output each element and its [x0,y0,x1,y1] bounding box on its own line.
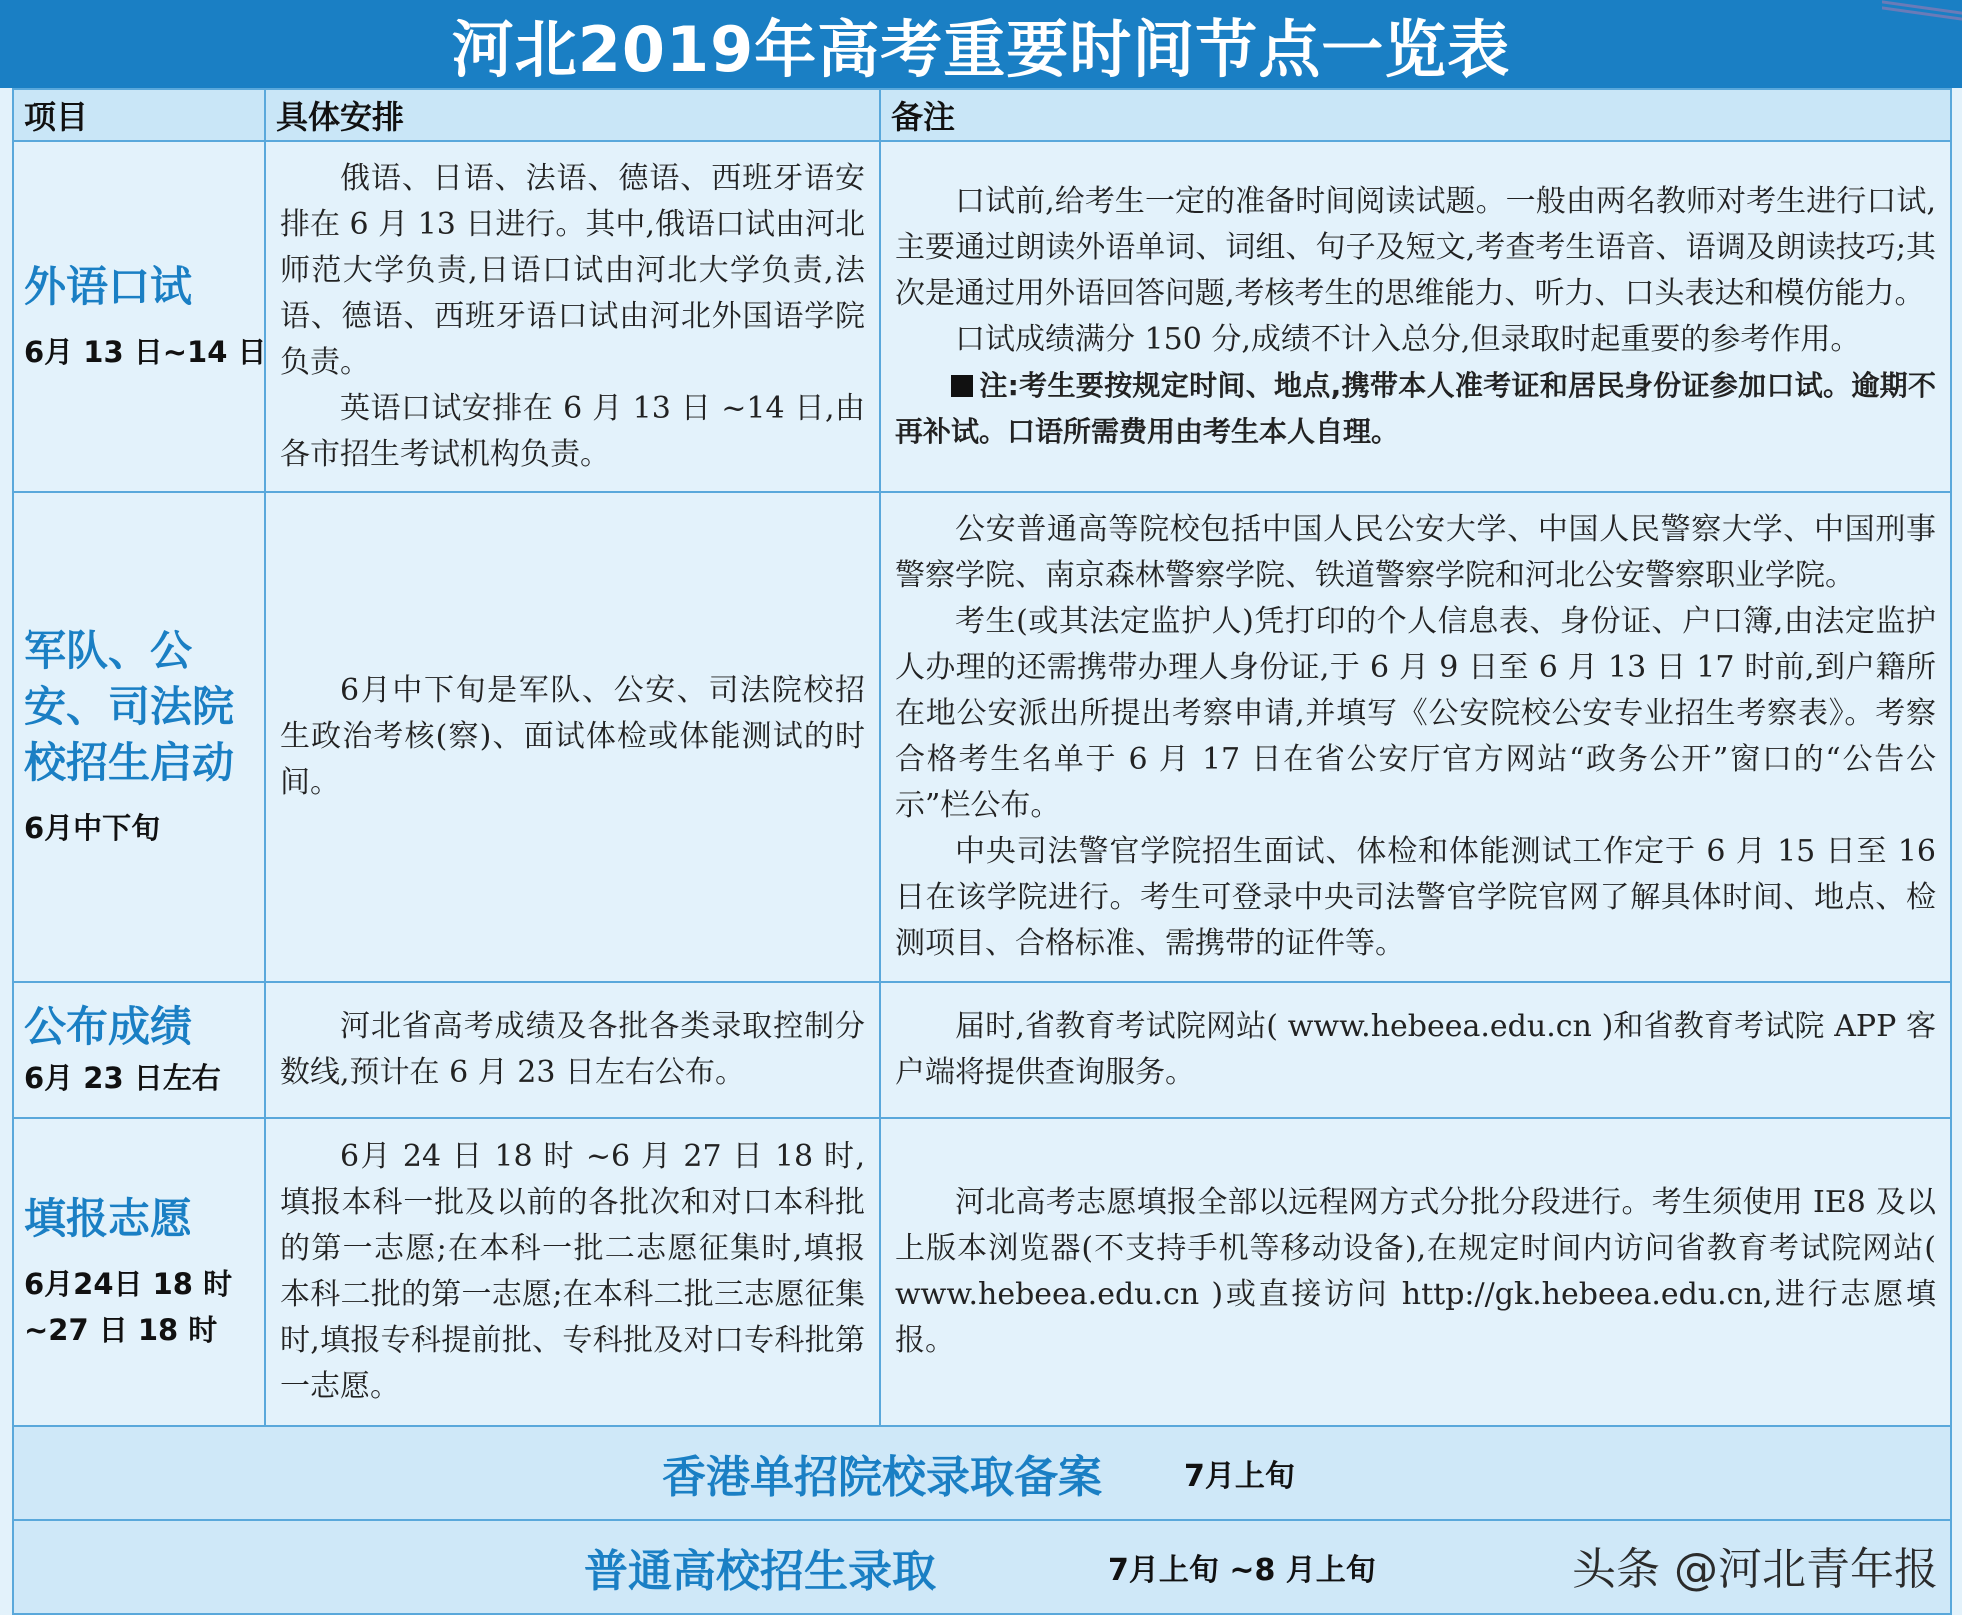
bottom-time: 7月上旬 [1184,1459,1295,1494]
table-header-row [13,89,1951,141]
schedule-text: 6月中下旬是军队、公安、司法院校招生政治考核(察)、面试体检或体能测试的时间。 [280,673,865,800]
schedule-text: 河北省高考成绩及各批各类录取控制分数线,预计在 6 月 23 日左右公布。 [280,1009,865,1090]
schedule-text: 6月 24 日 18 时 ~6 月 27 日 18 时,填报本科一批及以前的各批次和对口本科批的第一志愿;在本科一批二志愿征集时,填报本科二批的第一志愿;在本科二批三志愿征集时,填报专科提前批、专科批及对口专科批第一志愿。 [280,1139,865,1404]
header-item: 项目 [13,89,265,141]
bottom-title: 普通高校招生录取 [584,1546,936,1597]
item-cell [13,982,265,1118]
item-date: ~27 日 18 时 [24,1313,218,1347]
note-text [895,363,1936,455]
table-row-oral-exam [13,141,1951,492]
bottom-cell [13,1426,1951,1520]
page-title: 河北2019年高考重要时间节点一览表 [451,12,1511,86]
item-date: 6月 23 日左右 [24,1061,221,1095]
bottom-row-hongkong [13,1426,1951,1520]
item-name: 填报志愿 [24,1194,193,1243]
remarks-cell [880,141,1951,492]
item-name: 军队、公安、司法院校招生启动 [24,626,235,787]
item-cell [13,492,265,982]
title-bar [0,0,1962,88]
remarks-text: 届时,省教育考试院网站( www.hebeea.edu.cn )和省教育考试院 APP 客户端将提供查询服务。 [895,1009,1936,1090]
remarks-cell [880,1118,1951,1426]
note-content: 注:考生要按规定时间、地点,携带本人准考证和居民身份证参加口试。逾期不再补试。口语所需费用由考生本人自理。 [895,368,1936,448]
schedule-cell [265,1118,880,1426]
schedule-table [12,88,1952,1615]
header-schedule: 具体安排 [265,89,880,141]
remarks-text: 考生(或其法定监护人)凭打印的个人信息表、身份证、户口簿,由法定监护人办理的还需携带办理人身份证,于 6 月 9 日至 6 月 13 日 17 时前,到户籍所在地公安派出所提出考察申请,并填写《公安院校公安专业招生考察表》。考察合格考生名单于 6 月 17 日在省公安厅官方网站“政务公开”窗口的“公告公示”栏公布。 [895,604,1936,823]
remarks-text: 口试成绩满分 150 分,成绩不计入总分,但录取时起重要的参考作用。 [955,321,1861,357]
remarks-cell [880,982,1951,1118]
item-date: 6月24日 18 时 [24,1267,233,1301]
schedule-cell [265,492,880,982]
remarks-text: 中央司法警官学院招生面试、体检和体能测试工作定于 6 月 15 日至 16 日在该学院进行。考生可登录中央司法警官学院官网了解具体时间、地点、检测项目、合格标准、需携带的证件等。 [895,834,1936,961]
table-row-application [13,1118,1951,1426]
item-date: 6月中下旬 [24,811,161,845]
item-name: 公布成绩 [24,1002,193,1051]
square-bullet-icon [951,375,973,397]
remarks-text: 公安普通高等院校包括中国人民公安大学、中国人民警察大学、中国刑事警察学院、南京森林警察学院、铁道警察学院和河北公安警察职业学院。 [895,512,1936,593]
bottom-time: 7月上旬 ~8 月上旬 [1108,1553,1376,1588]
schedule-cell [265,982,880,1118]
remarks-text: 口试前,给考生一定的准备时间阅读试题。一般由两名教师对考生进行口试,主要通过朗读外语单词、词组、句子及短文,考查考生语音、语调及朗读技巧;其次是通过用外语回答问题,考核考生的思维能力、听力、口头表达和模仿能力。 [895,183,1936,311]
corner-decoration [1882,0,1962,22]
schedule-cell [265,141,880,492]
item-cell [13,141,265,492]
table-row-police-military [13,492,1951,982]
item-cell [13,1118,265,1426]
watermark: 头条 @河北青年报 [1572,1544,1938,1595]
schedule-text: 英语口试安排在 6 月 13 日 ~14 日,由各市招生考试机构负责。 [280,390,865,472]
item-name: 外语口试 [24,261,193,311]
table-row-scores [13,982,1951,1118]
header-remarks: 备注 [880,89,1951,141]
item-date: 6月 13 日~14 日 [24,334,267,369]
schedule-text: 俄语、日语、法语、德语、西班牙语安排在 6 月 13 日进行。其中,俄语口试由河北师范大学负责,日语口试由河北大学负责,法语、德语、西班牙语口试由河北外国语学院负责。 [280,160,865,380]
remarks-cell [880,492,1951,982]
bottom-title: 香港单招院校录取备案 [662,1452,1102,1503]
remarks-text: 河北高考志愿填报全部以远程网方式分批分段进行。考生须使用 IE8 及以上版本浏览器(不支持手机等移动设备),在规定时间内访问省教育考试院网站( www.hebeea.edu.cn )或直接访问 http://gk.hebeea.edu.cn,进行志愿填报。 [895,1185,1936,1358]
